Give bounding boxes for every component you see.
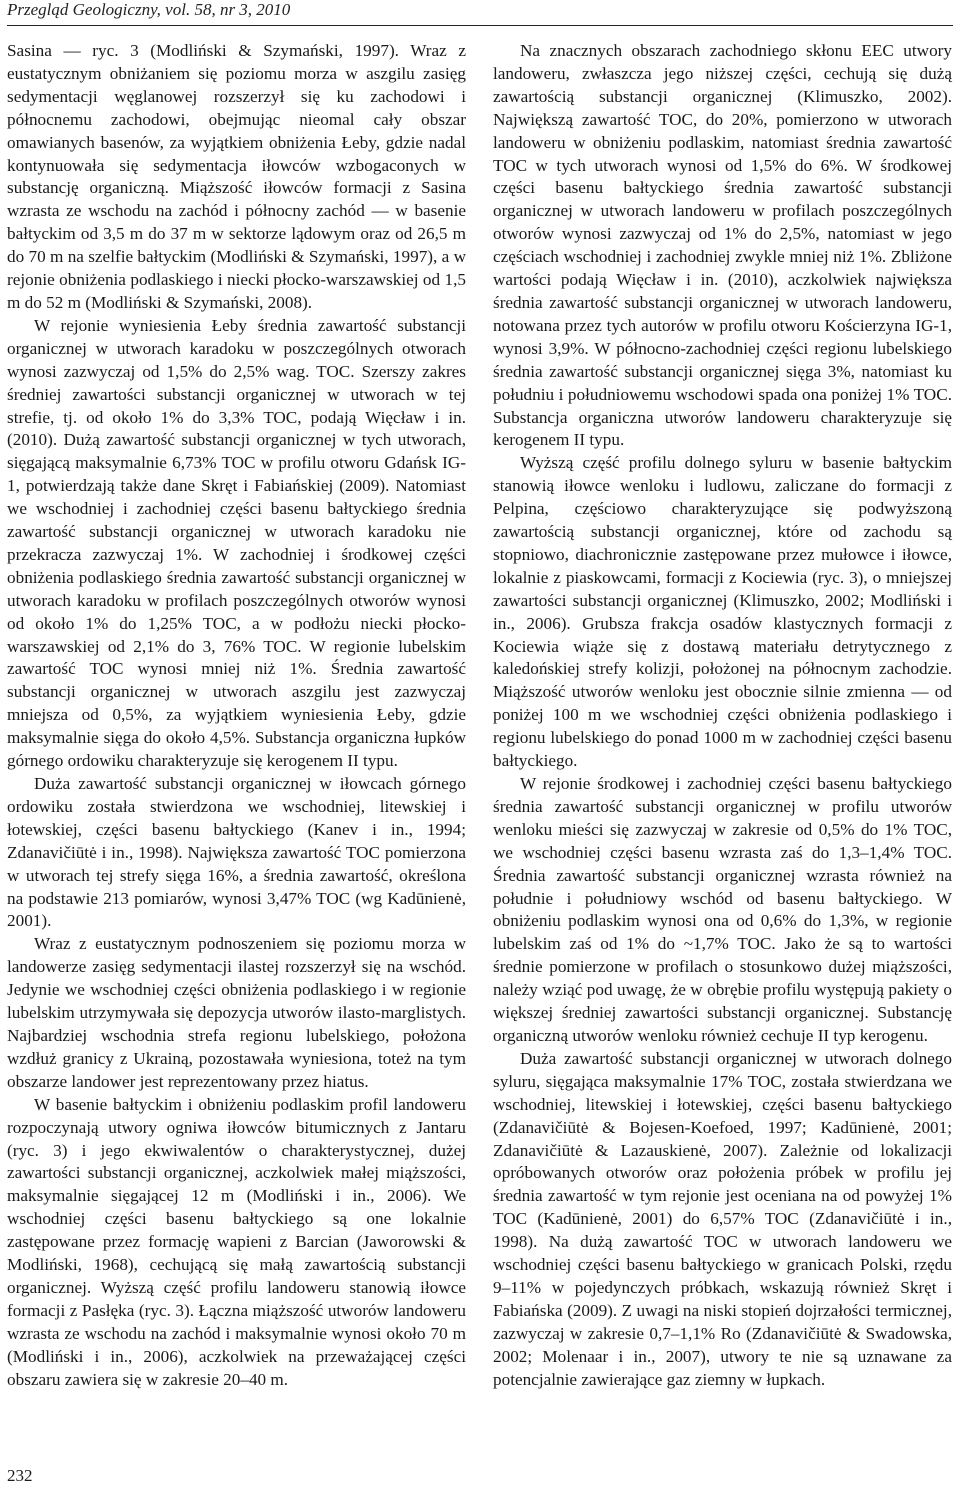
- paragraph: Sasina — ryc. 3 (Modliński & Szymański, 1997). Wraz z eustatycznym obniżaniem się poziomu morza w aszgilu zasięg sedymentacji węglanowej rozszerzył się ku zachodowi i północnemu zachodowi, obejmując nieomal cały obszar omawianych basenów, za wyjątkiem obniżenia Łeby, gdzie nadal kontynuowała się sedymentacja iłowców wzbogaconych w substancję organiczną. Miąższość iłowców formacji z Sasina wzrasta ze wschodu na zachód i północny zachód — w basenie bałtyckim od 3,5 m do 37 m w sektorze lądowym oraz od 26,5 m do 70 m na szelfie bałtyckim (Modliński & Szymański, 1997), a w rejonie obniżenia podlaskiego i niecki płocko-warszawskiej od 1,5 m do 52 m (Modliński & Szymański, 2008).: [7, 41, 466, 312]
- paragraph: W rejonie środkowej i zachodniej części basenu bałtyckiego średnia zawartość substancji organicznej w profilu utworów wenloku mieści się zazwyczaj w zakresie od 0,5% do 1% TOC, we wschodniej części basenu wzrasta zaś do 1,3–1,4% TOC. Średnia zawartość substancji organicznej wzrasta również na południe i południowy wschód od basenu bałtyckiego. W obniżeniu podlaskim wynosi ona od 0,6% do 1,3%, w regionie lubelskim zaś od 1% do ~1,7% TOC. Jako że są to wartości średnie pomierzone w profilach o stosunkowo dużej miąższości, należy wziąć pod uwagę, że w obrębie profilu występują pakiety o większej średniej zawartości substancji organicznej. Substancję organiczną utworów wenloku również cechuje II typ kerogenu.: [493, 774, 952, 1045]
- right-column: [493, 40, 952, 1391]
- journal-header: Przegląd Geologiczny, vol. 58, nr 3, 2010: [7, 0, 291, 19]
- paragraph: Wyższą część profilu dolnego syluru w basenie bałtyckim stanowią iłowce wenloku i ludlowu, zaliczane do formacji z Pelpina, częściowo charakteryzujące się podwyższoną zawartością substancji organicznej, które od zachodu są stopniowo, diachronicznie zastępowane przez mułowce i iłowce, lokalnie z piaskowcami, formacji z Kociewia (ryc. 3), o mniejszej zawartości substancji organicznej (Klimuszko, 2002; Modliński i in., 2006). Grubsza frakcja osadów klastycznych formacji z Kociewia wiąże się z dostawą materiału detrytycznego z kaledońskiej strefy kolizji, położonej na północnym zachodzie. Miąższość utworów wenloku jest obocznie silnie zmienna — od poniżej 100 m we wschodniej części obniżenia podlaskiego i regionu lubelskiego do ponad 1000 m w zachodniej części basenu bałtyckiego.: [493, 453, 952, 771]
- paragraph: Duża zawartość substancji organicznej w iłowcach górnego ordowiku została stwierdzona we wschodniej, litewskiej i łotewskiej, części basenu bałtyckiego (Kanev i in., 1994; Zdanavičiūtė i in., 1998). Największa zawartość TOC pomierzona w utworach tej strefy sięga 16%, a średnia zawartość, określona na podstawie 213 pomiarów, wynosi 3,47% TOC (wg Kadūnienė, 2001).: [7, 774, 466, 931]
- paragraph: Duża zawartość substancji organicznej w utworach dolnego syluru, sięgająca maksymalnie 17% TOC, została stwierdzana we wschodniej, litewskiej i łotewskiej, części basenu bałtyckiego (Zdanavičiūtė & Bojesen-Koefoed, 1997; Kadūnienė, 2001; Zdanavičiūtė & Lazauskienė, 2007). Zależnie od lokalizacji opróbowanych otworów oraz położenia próbek w profilu jej średnia zawartość w tym rejonie jest oceniana na od powyżej 1% TOC (Kadūnienė, 2001) do 6,57% TOC (Zdanavičiūtė i in., 1998). Na dużą zawartość TOC w utworach landoweru we wschodniej części basenu bałtyckiego w granicach Polski, rzędu 9–11% w pojedynczych próbkach, wskazują również Skręt i Fabiańska (2009). Z uwagi na niski stopień dojrzałości termicznej, zazwyczaj w zakresie 0,7–1,1% Ro (Zdanavičiūtė & Swadowska, 2002; Molenaar i in., 2007), utwory te nie są uznawane za potencjalnie zawierające gaz ziemny w łupkach.: [493, 1048, 952, 1389]
- paragraph: Wraz z eustatycznym podnoszeniem się poziomu morza w landowerze zasięg sedymentacji ilastej rozszerzył się na wschód. Jedynie we wschodniej części obniżenia podlaskiego i w regionie lubelskim utrzymywała się depozycja utworów ilasto-marglistych. Najbardziej wschodnia strefa regionu lubelskiego, położona wzdłuż granicy z Ukrainą, pozostawała wyniesiona, toteż na tym obszarze landower jest reprezentowany przez hiatus.: [7, 934, 466, 1091]
- left-column: [7, 40, 466, 1391]
- header-rule: [7, 25, 953, 26]
- page-number: 232: [7, 1466, 33, 1485]
- paragraph: W basenie bałtyckim i obniżeniu podlaskim profil landoweru rozpoczynają utwory ogniwa iłowców bitumicznych z Jantaru (ryc. 3) i jego ekwiwalentów o charakterystycznej, dużej zawartości substancji organicznej, aczkolwiek małej miąższości, maksymalnie sięgającej 12 m (Modliński i in., 2006). We wschodniej części basenu bałtyckiego są one lokalnie zastępowane przez formację wapieni z Barcian (Jaworowski & Modliński, 1968), cechującą się małą zawartością substancji organicznej. Wyższą część profilu landoweru stanowią iłowce formacji z Pasłęka (ryc. 3). Łączna miąższość utworów landoweru wzrasta ze wschodu na zachód i maksymalnie wynosi około 70 m (Modliński i in., 2006), aczkolwiek na przeważającej części obszaru zawiera się w zakresie 20–40 m.: [7, 1094, 466, 1389]
- paragraph: Na znacznych obszarach zachodniego skłonu EEC utwory landoweru, zwłaszcza jego niższej części, cechują się dużą zawartością substancji organicznej (Klimuszko, 2002). Największą zawartość TOC, do 20%, pomierzono w utworach landoweru w obniżeniu podlaskim, natomiast średnia zawartość TOC w tych utworach wynosi od 1,5% do 6%. W środkowej części basenu bałtyckiego średnia zawartość substancji organicznej w utworach landoweru w profilach poszczególnych otworów wynosi zazwyczaj od 1% do 2,5%, natomiast w jego częściach wschodniej i zachodniej zwykle mniej niż 1%. Zbliżone wartości podają Więcław i in. (2010), aczkolwiek największa średnia zawartość substancji organicznej w utworach landoweru, notowana przez tych autorów w profilu otworu Kościerzyna IG-1, wynosi 3,9%. W północno-zachodniej części regionu lubelskiego średnia zawartość substancji organicznej sięga 3%, natomiast ku południu i południowemu wschodowi spada ona poniżej 1% TOC. Substancja organiczna utworów landoweru charakteryzuje się kerogenem II typu.: [493, 41, 952, 450]
- paragraph: W rejonie wyniesienia Łeby średnia zawartość substancji organicznej w utworach karadoku w poszczególnych otworach wynosi zazwyczaj od 1,5% do 2,5% wag. TOC. Szerszy zakres średniej zawartości substancji organicznej w utworach w tej strefie, tj. od około 1% do 3,3% TOC, podają Więcław i in. (2010). Dużą zawartość substancji organicznej w tych utworach, sięgającą maksymalnie 6,73% TOC w profilu otworu Gdańsk IG-1, potwierdzają także dane Skręt i Fabiańskiej (2009). Natomiast we wschodniej i zachodniej części basenu bałtyckiego średnia zawartość substancji organicznej w utworach karadoku nie przekracza zazwyczaj 1%. W zachodniej i środkowej części obniżenia podlaskiego średnia zawartość substancji organicznej w utworach karadoku w profilach poszczególnych otworów wynosi od około 1% do 1,25% TOC, a w podłożu niecki płocko-warszawskiej od 2,1% do 3, 76% TOC. W regionie lubelskim zawartość TOC wynosi mniej niż 1%. Średnia zawartość substancji organicznej w utworach aszgilu jest zazwyczaj mniejsza od 0,5%, za wyjątkiem wyniesienia Łeby, gdzie maksymalnie sięga do około 4,5%. Substancja organiczna łupków górnego ordowiku charakteryzuje się kerogenem II typu.: [7, 315, 466, 771]
